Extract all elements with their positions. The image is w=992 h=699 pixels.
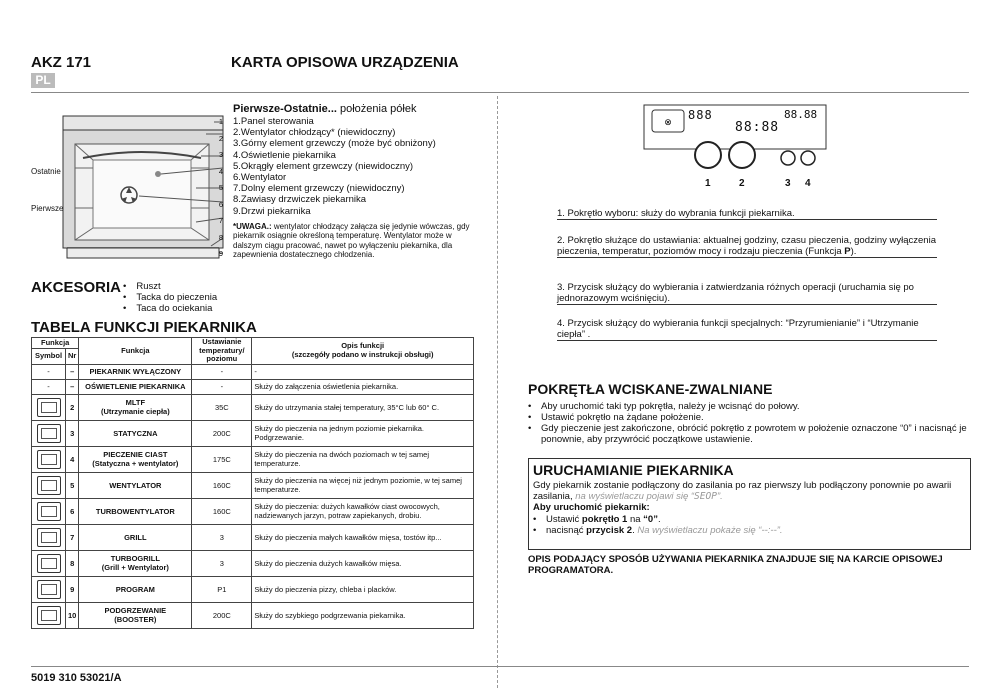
display-segment-mid: 88:88 — [735, 120, 780, 135]
control-item-2 — [557, 235, 937, 258]
list-item: 6.Wentylator — [233, 172, 287, 184]
svg-text:⊗: ⊗ — [664, 117, 672, 127]
cell-symbol — [32, 602, 66, 628]
table-title: TABELA FUNKCJI PIEKARNIKA — [31, 319, 257, 336]
cell-symbol — [32, 394, 66, 420]
callout-number: 9 — [218, 249, 224, 258]
cell-symbol: - — [32, 379, 66, 394]
oven-booster-icon — [37, 606, 61, 625]
control-item-4 — [557, 318, 937, 341]
table-header-nr: Nr — [66, 349, 79, 364]
list-item: • Aby uruchomić taki typ pokrętła, należy je wcisnąć do połowy. — [528, 401, 968, 412]
oven-grill-icon — [37, 528, 61, 547]
table-row — [32, 446, 474, 472]
table-row — [32, 364, 474, 379]
knobs-list — [528, 401, 968, 445]
cell-setting: 35C — [192, 394, 252, 420]
cell-function — [79, 364, 192, 379]
table-header-symbol: Symbol — [32, 349, 66, 364]
cell-function — [79, 379, 192, 394]
step-text: nacisnąć — [546, 525, 587, 536]
control-text-bold: P — [844, 246, 851, 257]
knob-label: 3 — [785, 178, 791, 189]
oven-fan-icon — [37, 476, 61, 495]
column-divider — [497, 96, 498, 688]
callout-number: 6 — [218, 199, 224, 209]
function-subname: (Grill + Wentylator) — [101, 563, 169, 572]
function-table — [31, 337, 474, 629]
start-text-grey: na wyświetlaczu pojawi się “ — [572, 491, 695, 502]
cell-function — [79, 420, 192, 446]
cell-description: Służy do pieczenia na dwóch poziomach w tej samej temperaturze. — [252, 446, 474, 472]
table-row — [32, 472, 474, 498]
accessories-title: AKCESORIA — [31, 279, 122, 296]
knobs-section — [528, 381, 968, 445]
cell-description: Służy do pieczenia małych kawałków mięsa, tostów itp... — [252, 524, 474, 550]
table-row — [32, 498, 474, 524]
cell-setting: 3 — [192, 550, 252, 576]
cell-nr: 8 — [66, 550, 79, 576]
list-item: • Ruszt — [123, 281, 217, 292]
model-number: AKZ 171 — [31, 54, 92, 71]
cell-nr: 2 — [66, 394, 79, 420]
step-text: na — [627, 514, 644, 525]
table-row — [32, 550, 474, 576]
function-subname: (BOOSTER) — [114, 615, 157, 624]
knob-label: 4 — [805, 178, 811, 189]
start-steps — [533, 514, 966, 536]
start-paragraph — [533, 480, 966, 502]
cell-description: Służy do pieczenia na jednym poziomie piekarnika. Podgrzewanie. — [252, 420, 474, 446]
list-item: 8.Zawiasy drzwiczek piekarnika — [233, 194, 367, 206]
shelves-title — [233, 103, 483, 116]
list-item: • Tacka do pieczenia — [123, 292, 217, 303]
closing-note: OPIS PODAJĄCY SPOSÓB UŻYWANIA PIEKARNIKA ZNAJDUJE SIĘ NA KARCIE OPISOWEJ PROGRAMATORA. — [528, 554, 943, 576]
callout-column — [215, 117, 227, 266]
shelf-label-top: Ostatnie — [31, 167, 61, 176]
control-item-1 — [557, 208, 937, 220]
function-name: OŚWIETLENIE PIEKARNIKA — [85, 382, 186, 391]
step-bold: “0” — [643, 514, 658, 525]
control-text-main: 4. Przycisk służący do wybierania funkcji specjalnych: “Przyrumienianie” — [557, 318, 863, 329]
cell-nr: 9 — [66, 576, 79, 602]
function-name: PIECZENIE CIAST — [103, 450, 168, 459]
cell-description: Służy do załączenia oświetlenia piekarnika. — [252, 379, 474, 394]
display-code: SEOP — [694, 491, 717, 502]
start-text: Gdy piekarnik zostanie podłączony do zasilania po raz pierwszy lub podłączony ponownie po awarii zasilania, — [533, 480, 952, 502]
control-text-main: 2. Pokrętło służące do ustawiania: aktualnej godziny, czasu pieczenia, godziny wyłączenia pieczenia, temperatur, poziomów mocy i rodzaju pieczenia (Funkcja — [557, 235, 936, 257]
cell-symbol — [32, 420, 66, 446]
cell-function — [79, 550, 192, 576]
list-item: 1.Panel sterowania — [233, 116, 314, 127]
list-item: 7.Dolny element grzewczy (niewidoczny) — [233, 183, 405, 195]
cell-function — [79, 576, 192, 602]
cell-symbol: - — [32, 364, 66, 379]
table-row — [32, 394, 474, 420]
parts-list — [233, 116, 483, 217]
control-item-3 — [557, 282, 937, 305]
control-text-tail: i “Utrzymanie ciepła” . — [557, 318, 919, 340]
cell-symbol — [32, 524, 66, 550]
cell-description: Służy do szybkiego podgrzewania piekarnika. — [252, 602, 474, 628]
knobs-title: POKRĘTŁA WCISKANE-ZWALNIANE — [528, 381, 773, 397]
accessories-list — [123, 281, 217, 314]
callout-number: 4 — [218, 166, 224, 176]
oven-program-icon — [37, 580, 61, 599]
shelves-title-rest: położenia półek — [336, 103, 417, 115]
table-header-group: Funkcja — [32, 338, 79, 349]
cell-setting: - — [192, 379, 252, 394]
document-code: 5019 310 53021/A — [31, 672, 122, 684]
list-item — [533, 514, 966, 525]
cell-symbol — [32, 550, 66, 576]
list-item: 4.Oświetlenie piekarnika — [233, 149, 336, 161]
function-name: MLTF — [125, 398, 146, 407]
callout-number: 3 — [218, 150, 224, 159]
start-howto: Aby uruchomić piekarnik: — [533, 502, 650, 513]
cell-symbol — [32, 446, 66, 472]
step-bold: przycisk 2 — [586, 525, 633, 536]
step-text-grey: Na wyświetlaczu pokaże się “--:--”. — [637, 525, 783, 536]
function-name: STATYCZNA — [113, 428, 158, 438]
function-subname: (Utrzymanie ciepła) — [100, 407, 170, 416]
desc-title: Opis funkcji — [341, 341, 385, 351]
step-text: . — [632, 525, 638, 536]
cell-setting: 160C — [192, 472, 252, 498]
cell-function — [79, 524, 192, 550]
function-subname: (Statyczna + wentylator) — [92, 459, 179, 468]
table-header-setting: Ustawianie temperatury/ poziomu — [192, 338, 252, 365]
list-item: 9.Drzwi piekarnika — [233, 205, 311, 217]
cell-nr: 7 — [66, 524, 79, 550]
control-text-tail: ). — [850, 246, 857, 257]
callout-number: 2 — [218, 133, 224, 143]
note-label: *UWAGA.: — [233, 221, 272, 231]
step-text: Ustawić — [546, 514, 582, 525]
list-item: • Gdy pieczenie jest zakończone, obrócić pokrętło z powrotem w położenie oznaczone “0” i nacisnąć je ponownie, aby przywrócić początkowe ustawienie. — [528, 423, 968, 445]
cell-nr: – — [66, 379, 79, 394]
cell-setting: 160C — [192, 498, 252, 524]
oven-static-icon — [37, 424, 61, 443]
oven-turbofan-icon — [37, 502, 61, 521]
function-name: GRILL — [124, 532, 147, 542]
function-name: PODGRZEWANIE — [104, 606, 167, 615]
start-title: URUCHAMIANIE PIEKARNIKA — [533, 462, 734, 478]
function-name: TURBOGRILL — [110, 554, 160, 563]
start-text-grey-end: ”. — [716, 491, 723, 502]
callout-number: 1 — [218, 117, 224, 126]
cell-nr: 6 — [66, 498, 79, 524]
cell-description: Służy do pieczenia pizzy, chleba i placków. — [252, 576, 474, 602]
shelf-label-bottom: Pierwsze — [31, 204, 64, 213]
table-row — [32, 602, 474, 628]
cell-description: - — [252, 364, 474, 379]
display-segment-right: 88.88 — [784, 108, 818, 121]
table-row — [32, 524, 474, 550]
cell-symbol — [32, 472, 66, 498]
cell-function — [79, 394, 192, 420]
document-title: KARTA OPISOWA URZĄDZENIA — [231, 54, 459, 71]
display-segment-left: 888 — [688, 108, 713, 122]
note-text: wentylator chłodzący załącza się jedynie wówczas, gdy piekarnik osiągnie określoną temperaturę. Wentylator może w dalszym ciągu pracować, nawet po wyłączeniu piekarnika, dla zapewnienia dostatecznego chłodzenia. — [233, 221, 470, 260]
list-item: 2.Wentylator chłodzący* (niewidoczny) — [233, 127, 396, 139]
function-name: PIEKARNIK WYŁĄCZONY — [89, 367, 182, 376]
cell-setting: 200C — [192, 602, 252, 628]
cell-setting: 175C — [192, 446, 252, 472]
cell-symbol — [32, 498, 66, 524]
list-item — [533, 525, 966, 536]
function-name: PROGRAM — [115, 584, 155, 594]
callout-number: 5 — [218, 183, 224, 192]
footer-rule — [31, 666, 969, 667]
knob-label: 1 — [705, 178, 711, 189]
oven-cake-icon — [37, 450, 61, 469]
control-text: 1. Pokrętło wyboru: służy do wybrania funkcji piekarnika. — [557, 208, 937, 220]
callout-number: 7 — [218, 216, 224, 225]
cell-symbol — [32, 576, 66, 602]
cell-setting: P1 — [192, 576, 252, 602]
parts-section — [233, 103, 483, 260]
control-text — [557, 235, 937, 258]
knob-label: 2 — [739, 178, 745, 189]
table-row — [32, 379, 474, 394]
cell-function — [79, 446, 192, 472]
table-header-function: Funkcja — [79, 338, 192, 365]
step-bold: pokrętło 1 — [581, 514, 628, 525]
list-item: • Ustawić pokrętło na żądane położenie. — [528, 412, 968, 423]
start-box — [528, 458, 971, 550]
desc-subtitle: (szczegóły podano w instrukcji obsługi) — [291, 349, 434, 359]
note — [233, 222, 471, 260]
table-header-description — [252, 338, 474, 365]
shelves-title-bold: Pierwsze-Ostatnie... — [233, 103, 337, 115]
list-item: • Taca do ociekania — [123, 303, 217, 314]
cell-description: Służy do pieczenia: dużych kawałków ciast owocowych, nadziewanych jarzyn, potraw zapiekanych, drobiu. — [252, 498, 474, 524]
oven-turbogrill-icon — [37, 554, 61, 573]
table-row — [32, 420, 474, 446]
cell-setting: 3 — [192, 524, 252, 550]
cell-nr: – — [66, 364, 79, 379]
list-item: 5.Okrągły element grzewczy (niewidoczny) — [233, 160, 414, 172]
header-rule — [31, 92, 969, 93]
function-name: TURBOWENTYLATOR — [95, 506, 175, 516]
cell-nr: 3 — [66, 420, 79, 446]
cell-nr: 5 — [66, 472, 79, 498]
table-row — [32, 576, 474, 602]
cell-description: Służy do pieczenia dużych kawałków mięsa. — [252, 550, 474, 576]
oven-mltf-icon — [37, 398, 61, 417]
step-text: . — [657, 514, 661, 525]
cell-description: Służy do pieczenia na więcej niż jednym poziomie, w tej samej temperaturze. — [252, 472, 474, 498]
oven-diagram — [31, 110, 231, 270]
cell-setting: 200C — [192, 420, 252, 446]
control-text — [557, 318, 937, 341]
list-item: 3.Górny element grzewczy (może być obniżony) — [233, 138, 436, 150]
function-name: WENTYLATOR — [109, 480, 162, 490]
cell-function — [79, 602, 192, 628]
cell-function — [79, 498, 192, 524]
cell-nr: 4 — [66, 446, 79, 472]
cell-setting: - — [192, 364, 252, 379]
callout-number: 8 — [218, 232, 224, 242]
cell-nr: 10 — [66, 602, 79, 628]
cell-description: Służy do utrzymania stałej temperatury, 35°C lub 60° C. — [252, 394, 474, 420]
control-text: 3. Przycisk służący do wybierania i zatwierdzania różnych operacji (uruchamia się po jednorazowym wciśnięciu). — [557, 282, 937, 305]
cell-function — [79, 472, 192, 498]
language-badge: PL — [31, 73, 55, 88]
